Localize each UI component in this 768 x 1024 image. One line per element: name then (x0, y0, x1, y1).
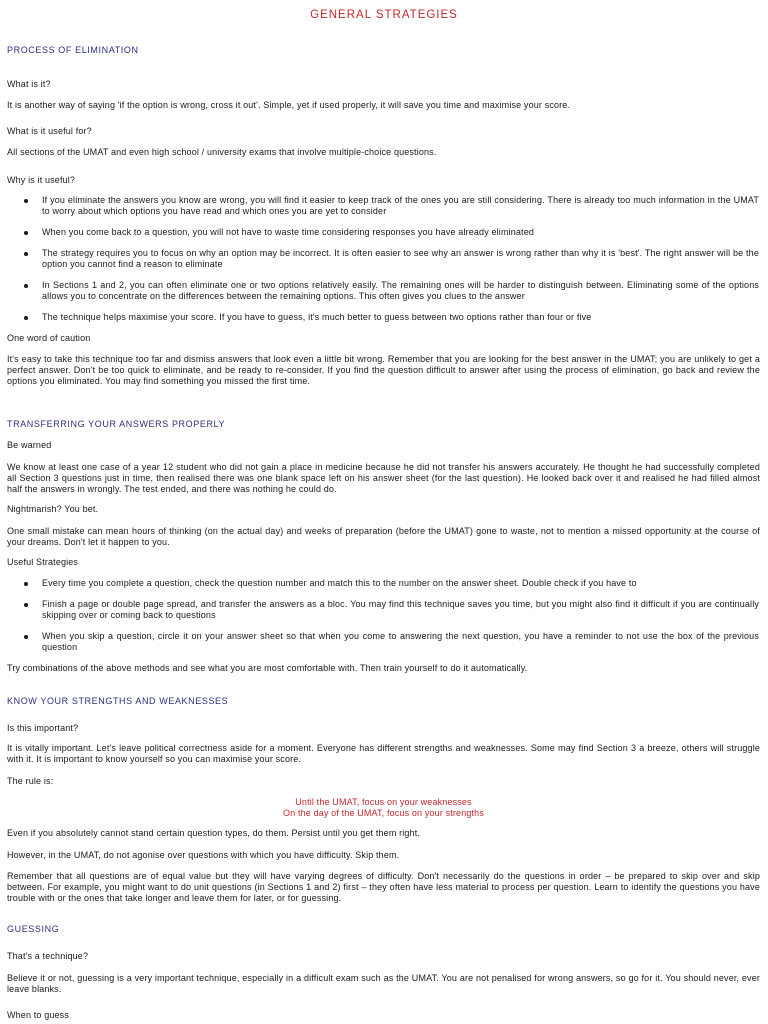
list-item-text: When you come back to a question, you will not have to waste time considering responses you have already eliminated (42, 227, 535, 237)
list-item-text: If you eliminate the answers you know are wrong, you will find it easier to keep track of the ones you are still considering. There is already too much information in the UMAT to worry about which options you have read and which ones you are yet to consider (42, 195, 759, 216)
rule-strengths: On the day of the UMAT, focus on your strengths (283, 808, 484, 818)
section-heading-elimination: PROCESS OF ELIMINATION (7, 45, 139, 55)
question-technique: That's a technique? (7, 951, 89, 961)
bullet-icon (24, 199, 28, 203)
list-item-text: Every time you complete a question, check the question number and match this to the number on the answer sheet. Double check if you have to (42, 578, 637, 588)
bullet-icon (24, 635, 28, 639)
bullet-icon (24, 284, 28, 288)
list-item-text: The strategy requires you to focus on why an option may be incorrect. It is often easier to see why an answer is wrong rather than why it is 'best'. The right answer will be the option you cannot find a reason to eliminate (42, 248, 759, 269)
question-why-useful: Why is it useful? (7, 175, 76, 185)
bullet-icon (24, 231, 28, 235)
section-heading-guessing: GUESSING (7, 924, 60, 934)
list-item-text: Finish a page or double page spread, and transfer the answers as a bloc. You may find this technique saves you time, but you might also find it difficult if you are continually skipping over or coming back to questions (42, 599, 759, 620)
question-be-warned: Be warned (7, 440, 52, 450)
paragraph-skip: However, in the UMAT, do not agonise over questions with which you have difficulty. Skip them. (7, 850, 400, 860)
question-caution: One word of caution (7, 333, 91, 343)
bullet-icon (24, 582, 28, 586)
question-nightmarish: Nightmarish? You bet. (7, 504, 99, 514)
list-item-text: The technique helps maximise your score. If you have to guess, it's much better to guess between two options rather than four or five (42, 312, 592, 322)
section-heading-transferring: TRANSFERRING YOUR ANSWERS PROPERLY (7, 419, 226, 429)
list-item-text: When you skip a question, circle it on your answer sheet so that when you come to answering the next question, you have a reminder to not use the box of the previous question (42, 631, 759, 652)
question-useful-for: What is it useful for? (7, 126, 92, 136)
answer-useful-for: All sections of the UMAT and even high school / university exams that involve multiple-choice questions. (7, 147, 437, 157)
answer-nightmarish: One small mistake can mean hours of thinking (on the actual day) and weeks of preparation (before the UMAT) gone to waste, not to mention a missed opportunity at the course of your dreams. Don't let it happen to you. (7, 526, 760, 547)
list-item-text: In Sections 1 and 2, you can often eliminate one or two options relatively easily. The remaining ones will be harder to distinguish between. Eliminating some of the options allows you to concentrate on the differences between the remaining options. This often gives you clues to the answer (42, 280, 759, 301)
section-heading-strengths: KNOW YOUR STRENGTHS AND WEAKNESSES (7, 696, 229, 706)
paragraph-equal-value: Remember that all questions are of equal value but they will have varying degrees of difficulty. Don't necessarily do the questions in order – be prepared to skip over and skip between. For example, you might want to do unit questions (in Sections 1 and 2) first – they often have less material to process per question. Learn to identify the questions you have trouble with or the ones that take longer and leave them for later, or for guessing. (7, 871, 760, 903)
bullet-icon (24, 316, 28, 320)
answer-caution: It's easy to take this technique too far and dismiss answers that look even a little bit wrong. Remember that you are looking for the best answer in the UMAT; you are unlikely to get a perfect answer. Don't be too quick to eliminate, and be ready to re-consider. If you find the question difficult to answer after using the process of elimination, go back and review the options you eliminated. You may find something you missed the first time. (7, 354, 760, 386)
answer-important: It is vitally important. Let's leave political correctness aside for a moment. Everyone has different strengths and weaknesses. Some may find Section 3 a breeze, others will struggle with it. It is important to know yourself so you can maximise your score. (7, 743, 760, 764)
bullet-icon (24, 252, 28, 256)
answer-what-is-it: It is another way of saying 'if the option is wrong, cross it out'. Simple, yet if used properly, it will save you time and maximise your score. (7, 100, 571, 110)
answer-combinations: Try combinations of the above methods and see what you are most comfortable with. Then train yourself to do it automatically. (7, 663, 528, 673)
question-rule: The rule is: (7, 776, 54, 786)
question-important: Is this important? (7, 723, 79, 733)
page-title: GENERAL STRATEGIES (310, 9, 458, 21)
question-what-is-it: What is it? (7, 79, 51, 89)
rule-weaknesses: Until the UMAT, focus on your weaknesses (295, 797, 472, 807)
question-when-to-guess: When to guess (7, 1010, 69, 1020)
paragraph-persist: Even if you absolutely cannot stand certain question types, do them. Persist until you get them right. (7, 828, 421, 838)
bullet-icon (24, 603, 28, 607)
answer-technique: Believe it or not, guessing is a very important technique, especially in a difficult exam such as the UMAT. You are not penalised for wrong answers, so go for it. You should never, ever leave blanks. (7, 973, 760, 994)
answer-be-warned: We know at least one case of a year 12 student who did not gain a place in medicine because he did not transfer his answers accurately. He thought he had successfully completed all Section 3 questions just in time, then realised there was one blank space left on his answer sheet (for the last question). He looked back over it and realised he had filled almost half the answers in wrongly. The test ended, and there was nothing he could do. (7, 462, 760, 494)
question-useful-strategies: Useful Strategies (7, 557, 79, 567)
